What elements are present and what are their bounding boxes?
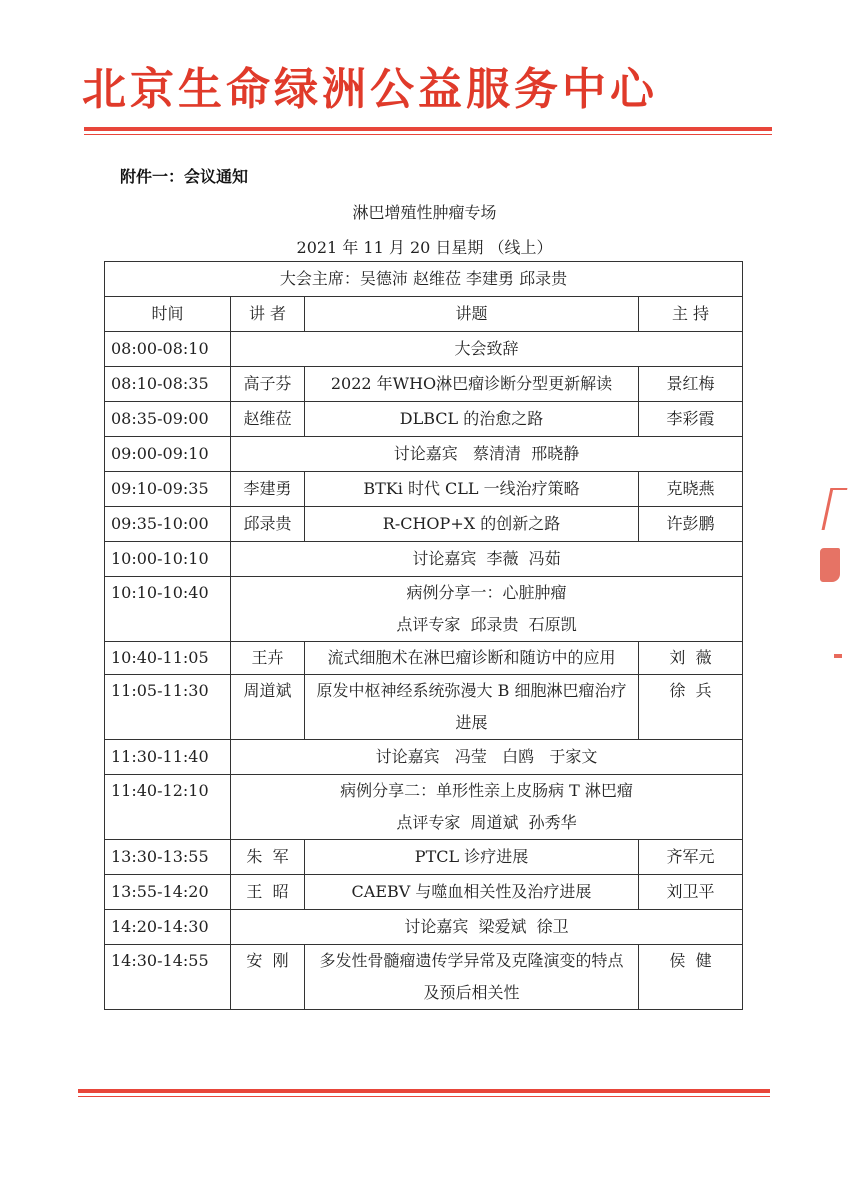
merged-cell [231,577,743,642]
table-row [105,642,743,675]
time-cell: 09:35-10:00 [105,507,231,542]
time-cell: 10:10-10:40 [105,577,231,642]
table-row [105,840,743,875]
session-date: 2021 年 11 月 20 日星期 （线上） [296,238,553,257]
host-cell: 景红梅 [639,367,743,402]
organization-title: 北京生命绿洲公益服务中心 [82,64,658,115]
table-row [105,945,743,1010]
merged-cell: 讨论嘉宾 蔡清清 邢晓静 [231,437,743,472]
topic-cell: R-CHOP+X 的创新之路 [305,507,639,542]
host-cell: 刘卫平 [639,875,743,910]
table-row [105,577,743,642]
column-header-topic: 讲题 [305,297,639,332]
speaker-cell: 安 刚 [231,945,305,1010]
footer-divider-thick [78,1089,770,1093]
seal-mark [820,548,840,582]
time-cell: 10:40-11:05 [105,642,231,675]
time-cell: 11:05-11:30 [105,675,231,740]
header-divider-thin [84,134,772,135]
time-cell: 08:35-09:00 [105,402,231,437]
merged-cell: 讨论嘉宾 冯莹 白鸥 于家文 [231,740,743,775]
host-cell: 刘 薇 [639,642,743,675]
time-cell: 14:30-14:55 [105,945,231,1010]
time-cell: 11:30-11:40 [105,740,231,775]
table-row [105,437,743,472]
topic-cell: CAEBV 与噬血相关性及治疗进展 [305,875,639,910]
topic-cell: 流式细胞术在淋巴瘤诊断和随访中的应用 [305,642,639,675]
header-row [105,297,743,332]
footer-divider-thin [78,1096,770,1097]
table-row [105,367,743,402]
seal-mark [834,654,842,658]
speaker-cell: 朱 军 [231,840,305,875]
time-cell: 13:30-13:55 [105,840,231,875]
table-row [105,472,743,507]
time-cell: 11:40-12:10 [105,775,231,840]
case-reviewers: 点评专家 邱录贵 石原凯 [396,615,577,634]
speaker-cell: 李建勇 [231,472,305,507]
topic-cell: 多发性骨髓瘤遗传学异常及克隆演变的特点及预后相关性 [305,945,639,1010]
time-cell: 09:10-09:35 [105,472,231,507]
host-cell: 克晓燕 [639,472,743,507]
table-row [105,542,743,577]
column-header-host: 主 持 [639,297,743,332]
speaker-cell: 高子芬 [231,367,305,402]
table-row [105,675,743,740]
column-header-speaker: 讲 者 [231,297,305,332]
schedule-table [104,261,743,1010]
time-cell: 10:00-10:10 [105,542,231,577]
topic-cell: 2022 年WHO淋巴瘤诊断分型更新解读 [305,367,639,402]
speaker-cell: 赵维莅 [231,402,305,437]
time-cell: 08:10-08:35 [105,367,231,402]
speaker-cell: 王 昭 [231,875,305,910]
attachment-label: 附件一：会议通知 [120,167,249,186]
merged-cell [231,775,743,840]
table-row [105,402,743,437]
topic-cell: DLBCL 的治愈之路 [305,402,639,437]
table-row [105,740,743,775]
topic-cell: BTKi 时代 CLL 一线治疗策略 [305,472,639,507]
topic-cell: 原发中枢神经系统弥漫大 B 细胞淋巴瘤治疗进展 [305,675,639,740]
case-title: 病例分享二：单形性亲上皮肠病 T 淋巴瘤 [340,781,633,800]
host-cell: 徐 兵 [639,675,743,740]
column-header-time: 时间 [105,297,231,332]
table-row [105,507,743,542]
table-row [105,332,743,367]
merged-cell: 讨论嘉宾 李薇 冯茹 [231,542,743,577]
table-row [105,775,743,840]
seal-mark [822,488,848,530]
table-row [105,875,743,910]
session-title: 淋巴增殖性肿瘤专场 [352,203,497,222]
merged-cell: 大会致辞 [231,332,743,367]
time-cell: 08:00-08:10 [105,332,231,367]
host-cell: 李彩霞 [639,402,743,437]
speaker-cell: 周道斌 [231,675,305,740]
chairs-cell: 大会主席：吴德沛 赵维莅 李建勇 邱录贵 [105,262,743,297]
host-cell: 侯 健 [639,945,743,1010]
host-cell: 齐军元 [639,840,743,875]
host-cell: 许彭鹏 [639,507,743,542]
case-title: 病例分享一：心脏肿瘤 [406,583,567,602]
speaker-cell: 邱录贵 [231,507,305,542]
topic-cell: PTCL 诊疗进展 [305,840,639,875]
time-cell: 13:55-14:20 [105,875,231,910]
speaker-cell: 王卉 [231,642,305,675]
time-cell: 09:00-09:10 [105,437,231,472]
time-cell: 14:20-14:30 [105,910,231,945]
chairs-row [105,262,743,297]
table-row [105,910,743,945]
case-reviewers: 点评专家 周道斌 孙秀华 [396,813,577,832]
header-divider-thick [84,127,772,131]
merged-cell: 讨论嘉宾 梁爱斌 徐卫 [231,910,743,945]
